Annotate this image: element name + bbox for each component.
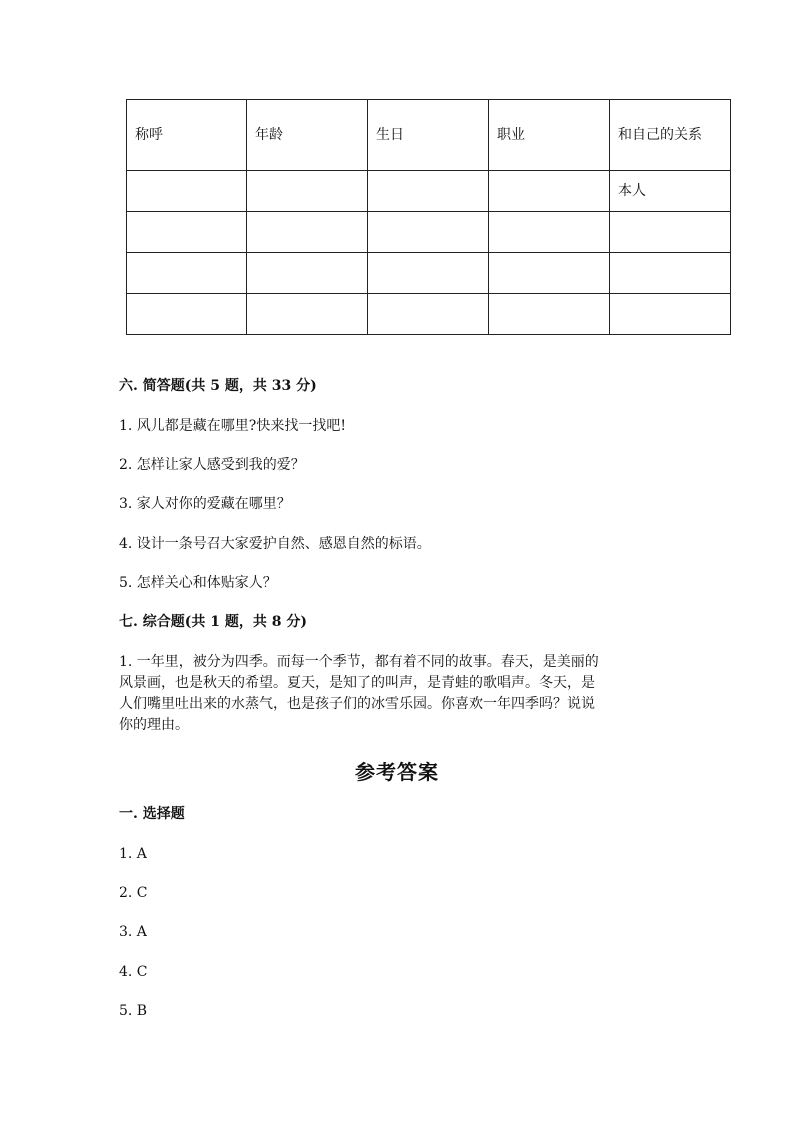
table-cell (247, 253, 368, 294)
section6-question-4: 4. 设计一条号召大家爱护自然、感恩自然的标语。 (119, 536, 431, 552)
header-cell-relation: 和自己的关系 (610, 100, 731, 171)
self-relation-cell: 本人 (610, 171, 731, 212)
table-cell (368, 294, 489, 335)
answers-title: 参考答案 (355, 760, 439, 784)
section7-question-line-3: 人们嘴里吐出来的水蒸气，也是孩子们的冰雪乐园。你喜欢一年四季吗？说说 (119, 696, 595, 712)
section7-question-line-2: 风景画，也是秋天的希望。夏天，是知了的叫声，是青蛙的歌唱声。冬天，是 (119, 675, 595, 691)
answer-item-1: 1. A (119, 846, 147, 862)
table-cell (127, 294, 247, 335)
table-row (127, 212, 731, 253)
section6-question-2: 2. 怎样让家人感受到我的爱？ (119, 457, 305, 473)
section7-question-line-4: 你的理由。 (119, 717, 189, 733)
table-cell (489, 253, 610, 294)
answer-item-2: 2. C (119, 885, 148, 901)
table-cell (489, 171, 610, 212)
section7-heading: 七. 综合题(共 1 题，共 8 分) (119, 614, 307, 630)
table-cell (127, 171, 247, 212)
section6-question-5: 5. 怎样关心和体贴家人？ (119, 575, 277, 591)
table-cell (489, 212, 610, 253)
table-cell (127, 212, 247, 253)
table-header-row (127, 100, 731, 171)
table-cell (247, 212, 368, 253)
table-cell (610, 253, 731, 294)
table-row (127, 171, 731, 212)
table-cell (247, 294, 368, 335)
family-info-table (126, 99, 731, 335)
answer-item-5: 5. B (119, 1003, 148, 1019)
section7-question (119, 652, 665, 736)
table-cell (368, 171, 489, 212)
table-row (127, 294, 731, 335)
answers-section1-heading: 一. 选择题 (119, 806, 185, 822)
answer-item-4: 4. C (119, 964, 148, 980)
header-cell-birthday: 生日 (368, 100, 489, 171)
section7-question-line-1: 1. 一年里，被分为四季。而每一个季节，都有着不同的故事。春天，是美丽的 (119, 654, 599, 670)
header-cell-age: 年龄 (247, 100, 368, 171)
table-cell (127, 253, 247, 294)
section6-question-1: 1. 风儿都是藏在哪里?快来找一找吧! (119, 418, 346, 434)
table-cell (368, 212, 489, 253)
table-cell (610, 212, 731, 253)
section6-question-3: 3. 家人对你的爱藏在哪里？ (119, 496, 291, 512)
answer-item-3: 3. A (119, 924, 147, 940)
table-row (127, 253, 731, 294)
header-cell-occupation: 职业 (489, 100, 610, 171)
header-cell-title: 称呼 (127, 100, 247, 171)
table-cell (368, 253, 489, 294)
table-cell (247, 171, 368, 212)
section6-heading: 六. 简答题(共 5 题，共 33 分) (119, 378, 317, 394)
table-cell (489, 294, 610, 335)
table-cell (610, 294, 731, 335)
